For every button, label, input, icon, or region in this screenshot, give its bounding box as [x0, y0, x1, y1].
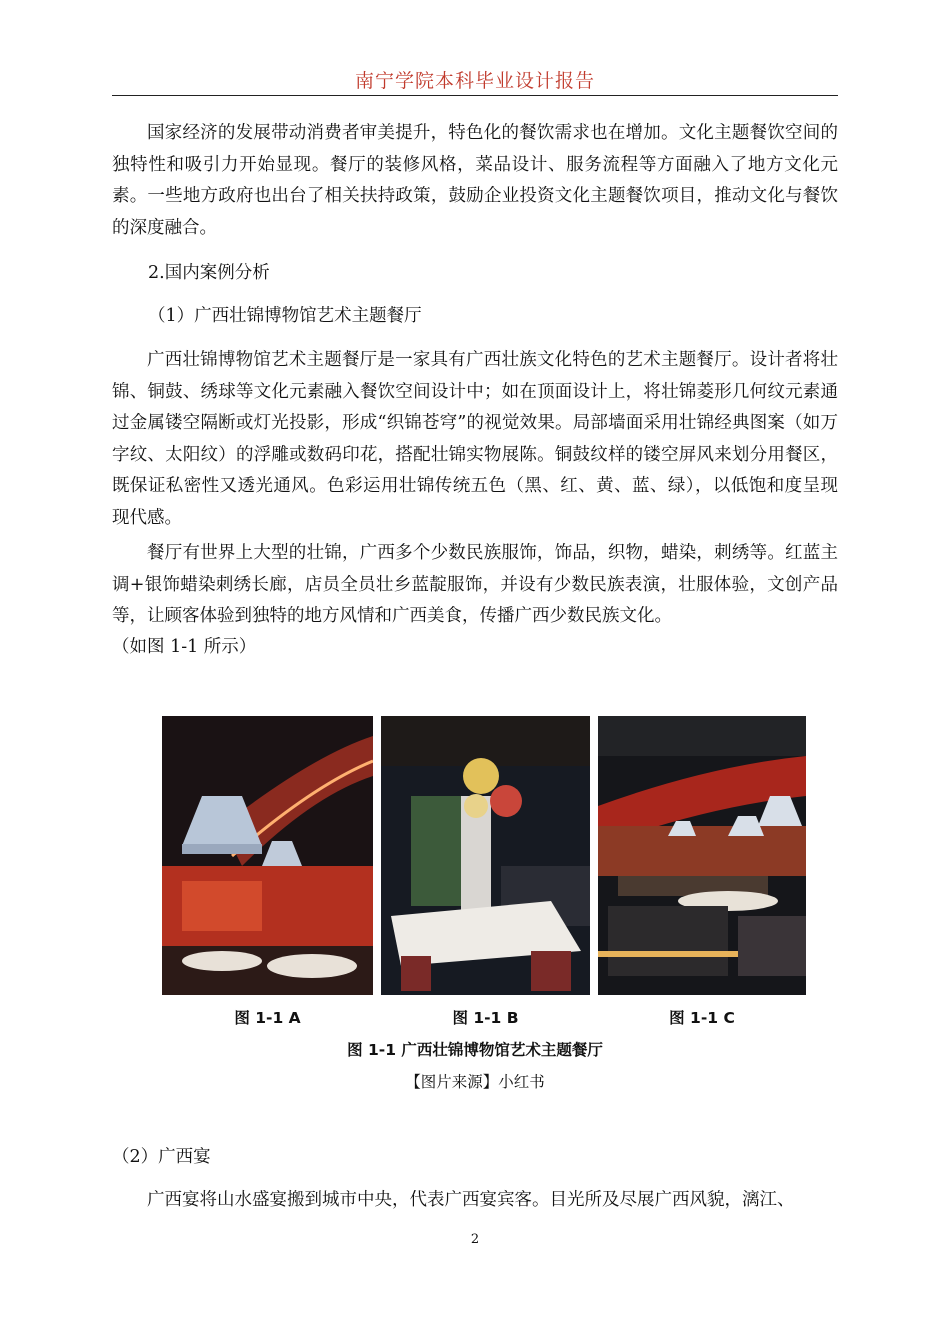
- paragraph-4: 广西宴将山水盛宴搬到城市中央，代表广西宴宾客。目光所及尽展广西风貌，漓江、: [147, 1190, 795, 1210]
- sub-heading-2: （2）广西宴: [112, 1147, 211, 1167]
- section-heading: 2.国内案例分析: [148, 263, 270, 283]
- paragraph-1: 国家经济的发展带动消费者审美提升，特色化的餐饮需求也在增加。文化主题餐饮空间的独特性和吸引力开始显现。餐厅的装修风格，菜品设计、服务流程等方面融入了地方文化元素。一些地方政府也出台了相关扶持政策，鼓励企业投资文化主题餐饮项目，推动文化与餐饮的深度融合。: [112, 123, 838, 238]
- paragraph-3-tail: （如图 1-1 所示）: [112, 637, 257, 657]
- caption-c: 图 1-1 C: [669, 1009, 735, 1027]
- header-title: 南宁学院本科毕业设计报告: [354, 70, 595, 92]
- paragraph-2: 广西壮锦博物馆艺术主题餐厅是一家具有广西壮族文化特色的艺术主题餐厅。设计者将壮锦、铜鼓、绣球等文化元素融入餐饮空间设计中；如在顶面设计上，将壮锦菱形几何纹元素通过金属镂空隔断或灯光投影，形成“织锦苍穹”的视觉效果。局部墙面采用壮锦经典图案（如万字纹、太阳纹）的浮雕或数码印花，搭配壮锦实物展陈。铜鼓纹样的镂空屏风来划分用餐区，既保证私密性又透光通风。色彩运用壮锦传统五色（黑、红、黄、蓝、绿），以低饱和度呈现现代感。: [112, 350, 838, 528]
- figure-source: 【图片来源】小红书: [405, 1073, 545, 1091]
- photo-c: [598, 716, 806, 995]
- page-number: 2: [470, 1232, 480, 1247]
- paragraph-3: 餐厅有世界上大型的壮锦，广西多个少数民族服饰，饰品，织物，蜡染，刺绣等。红蓝主调+银饰蜡染刺绣长廊，店员全员壮乡蓝靛服饰，并设有少数民族表演，壮服体验，文创产品等，让顾客体验到独特的地方风情和广西美食，传播广西少数民族文化。: [112, 543, 838, 626]
- caption-b: 图 1-1 B: [452, 1009, 519, 1027]
- figure-title: 图 1-1 广西壮锦博物馆艺术主题餐厅: [347, 1041, 603, 1059]
- sub-heading-1: （1）广西壮锦博物馆艺术主题餐厅: [148, 306, 422, 326]
- photo-a: [162, 716, 373, 995]
- photo-b: [381, 716, 590, 995]
- caption-a: 图 1-1 A: [234, 1009, 301, 1027]
- header-rule: [112, 95, 838, 96]
